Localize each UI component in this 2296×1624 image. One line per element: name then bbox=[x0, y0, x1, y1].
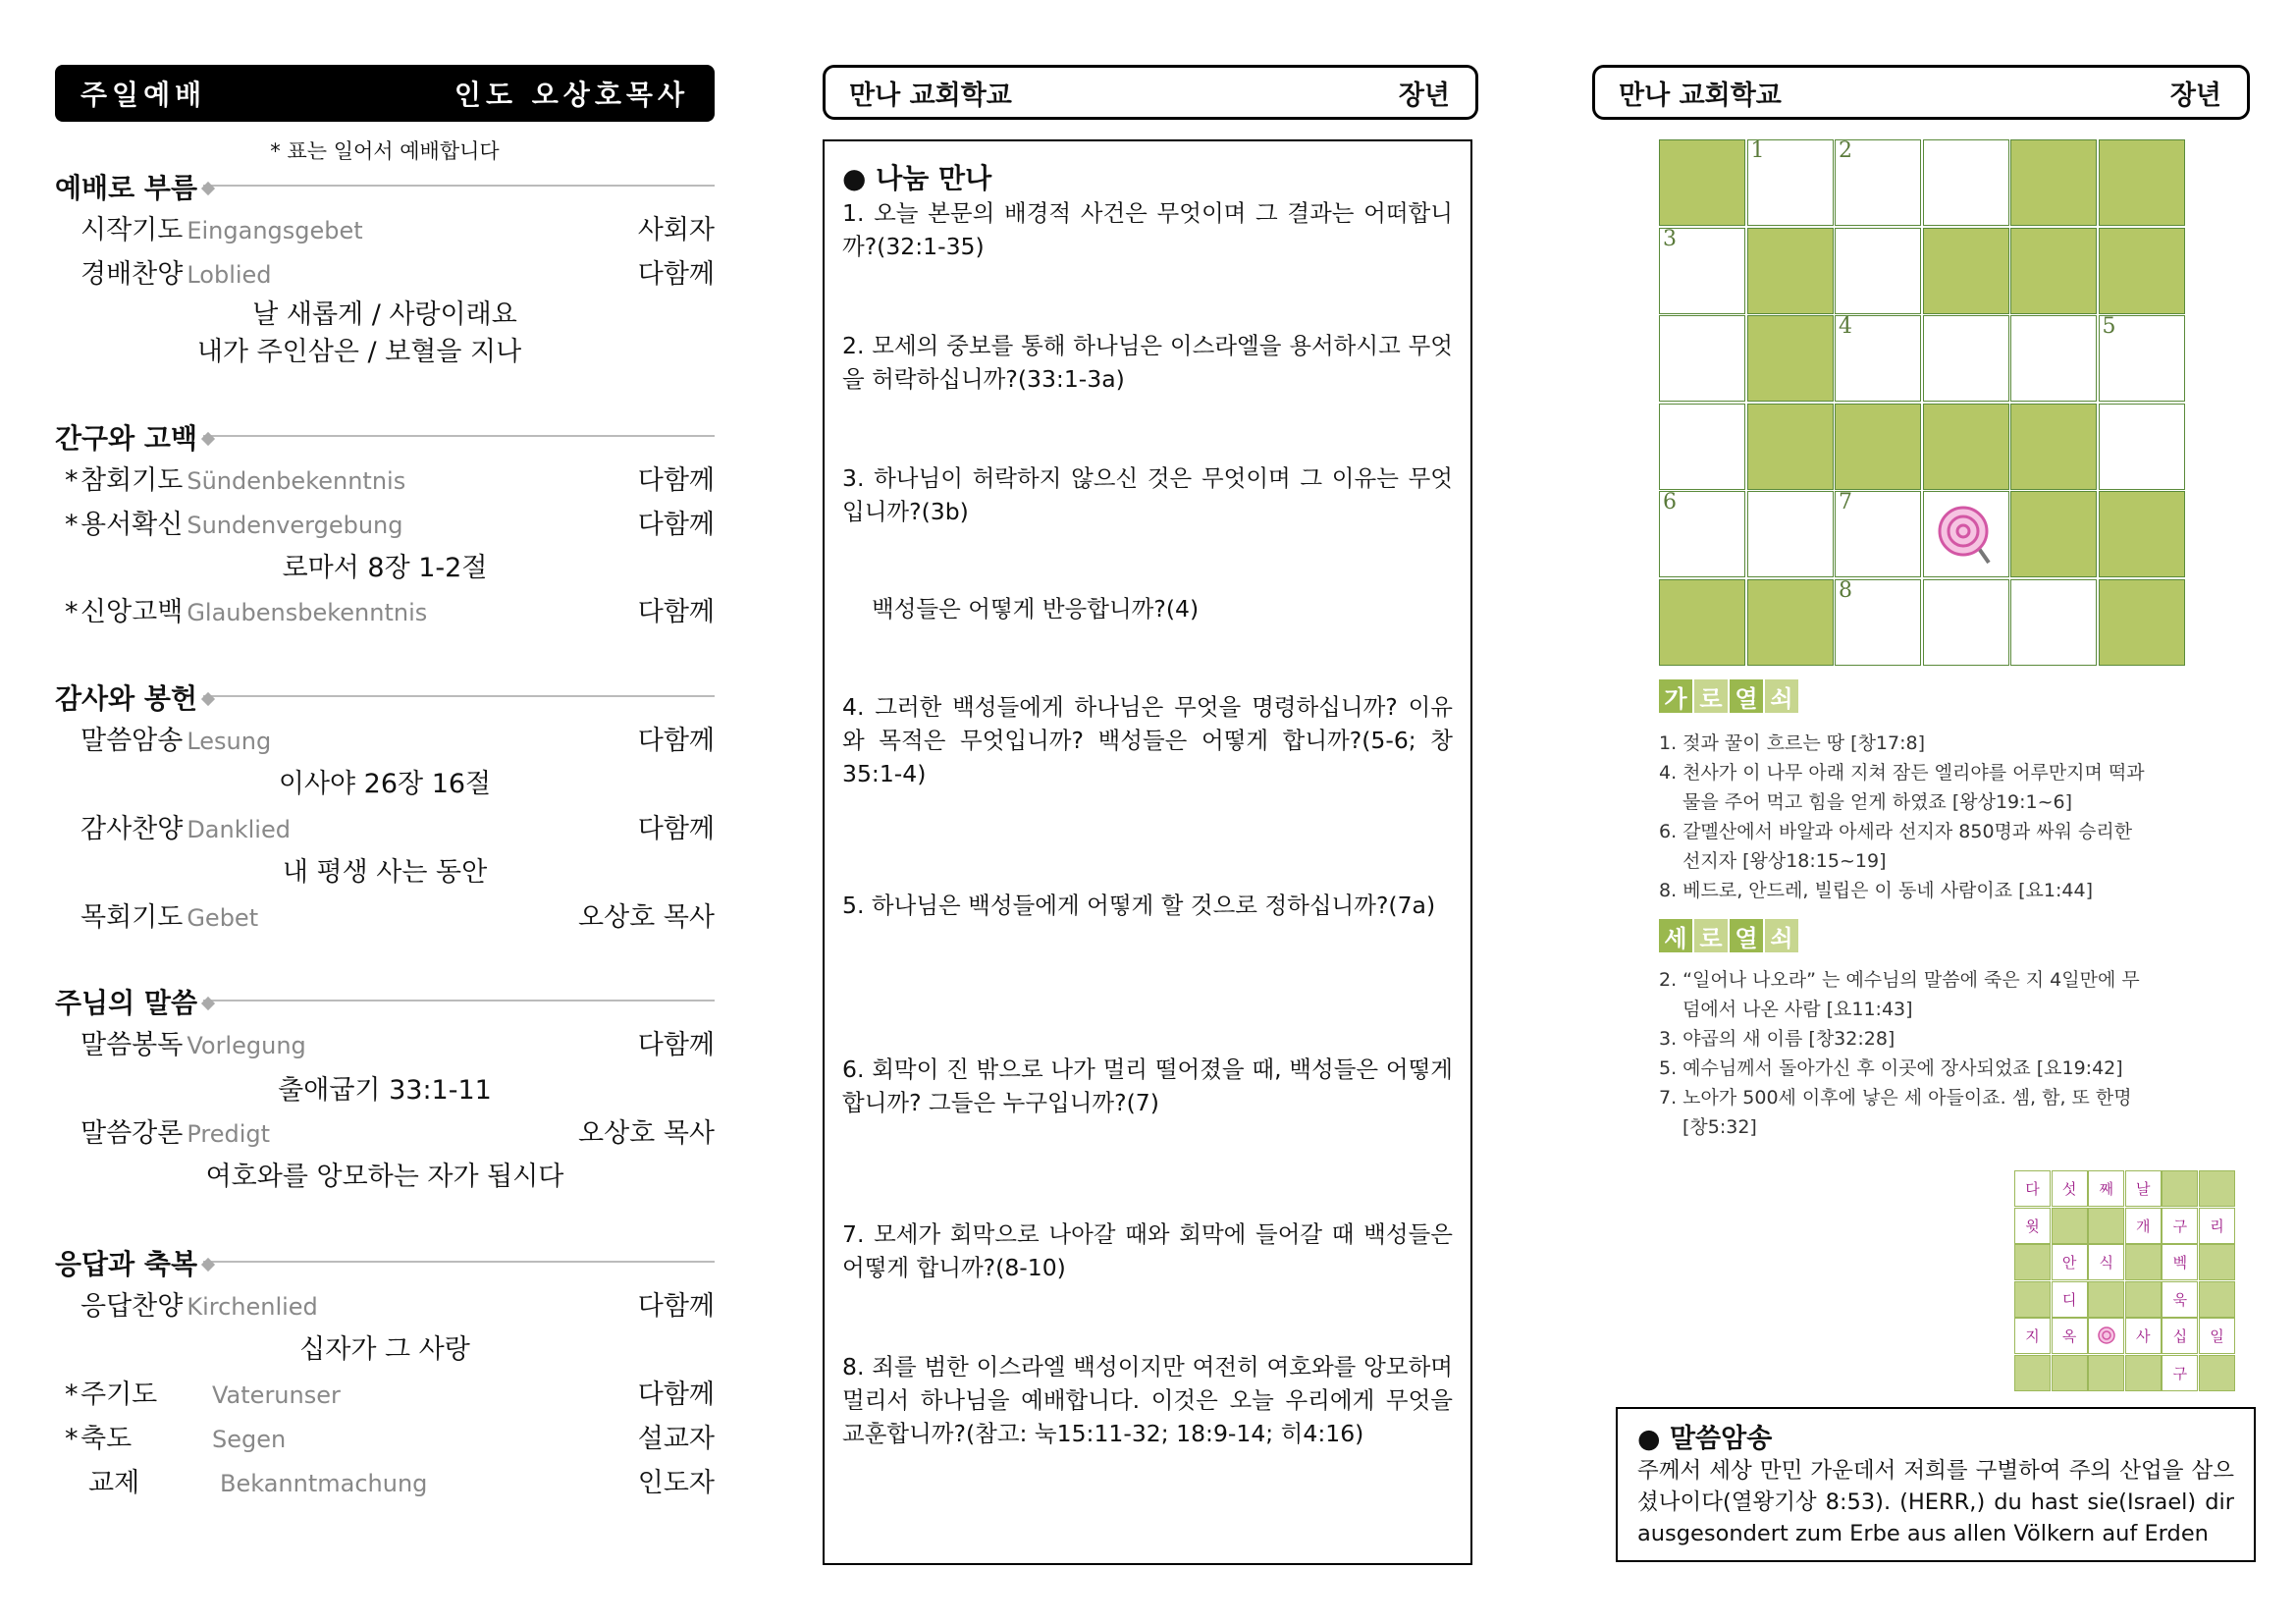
order-row: * 축도 Segen 설교자 bbox=[65, 1424, 715, 1454]
hymn-line: 내 평생 사는 동안 bbox=[282, 857, 488, 888]
answer-cell: 날 bbox=[2125, 1170, 2162, 1207]
hymn-line: 십자가 그 사랑 bbox=[299, 1334, 470, 1365]
crossword-cell bbox=[1923, 579, 2009, 666]
question: 4. 그러한 백성들에게 하나님은 무엇을 명령하십니까? 이유와 목적은 무엇입니까? 백성들은 어떻게 합니까?(5-6; 창35:1-4) bbox=[842, 693, 1453, 787]
clue: [창5:32] bbox=[1682, 1116, 1757, 1138]
crossword-cell bbox=[1835, 491, 1921, 577]
question: 7. 모세가 회막으로 나아갈 때와 회막에 들어갈 때 백성들은 어떻게 합니까?(8-10) bbox=[842, 1220, 1453, 1281]
scripture-line: 이사야 26장 16절 bbox=[278, 769, 492, 799]
crossword-cell bbox=[2099, 579, 2185, 666]
crossword-cell bbox=[1659, 315, 1745, 402]
crossword-cell bbox=[2010, 315, 2097, 402]
crossword-grid bbox=[1659, 139, 2187, 668]
worship-header bbox=[55, 65, 715, 122]
lollipop-icon bbox=[2095, 1325, 2118, 1348]
order-row: 말씀봉독 Vorlegung 다함께 bbox=[80, 1030, 715, 1060]
answer-cell: 디 bbox=[2052, 1281, 2088, 1318]
crossword-cell bbox=[1835, 139, 1921, 226]
hymn-line: 내가 주인삼은 / 보혈을 지나 bbox=[196, 337, 522, 367]
crossword-cell bbox=[2010, 228, 2097, 314]
order-row: 목회기도 Gebet 오상호 목사 bbox=[80, 902, 715, 933]
order-row: 교제 Bekanntmachung 인도자 bbox=[88, 1468, 715, 1498]
standing-note: * 표는 일어서 예배합니다 bbox=[270, 139, 500, 163]
crossword-cell bbox=[1747, 579, 1834, 666]
section-thanks: 감사와 봉헌 bbox=[55, 677, 715, 711]
answer-cell: 다 bbox=[2014, 1170, 2051, 1207]
sharing-header bbox=[823, 65, 1478, 120]
scripture-line: 로마서 8장 1-2절 bbox=[282, 553, 488, 583]
lollipop-icon bbox=[1924, 492, 2008, 582]
answer-cell: 구 bbox=[2162, 1208, 2198, 1244]
section-word: 주님의 말씀 bbox=[55, 982, 715, 1015]
order-row: 감사찬양 Danklied 다함께 bbox=[80, 814, 715, 844]
crossword-cell bbox=[1659, 228, 1745, 314]
question: 3. 하나님이 허락하지 않으신 것은 무엇이며 그 이유는 무엇입니까?(3b) bbox=[842, 464, 1453, 525]
clue: 선지자 [왕상18:15~19] bbox=[1682, 850, 1887, 872]
crossword-cell bbox=[2099, 491, 2185, 577]
leader-name: 인도 오상호목사 bbox=[454, 79, 689, 111]
crossword-cell bbox=[2099, 228, 2185, 314]
crossword-cell bbox=[2099, 404, 2185, 490]
crossword-cell bbox=[2010, 491, 2097, 577]
clue-number: 1 bbox=[1750, 138, 1765, 163]
answer-cell: 벡 bbox=[2162, 1244, 2198, 1280]
memory-body: 주께서 세상 만민 가운데서 저희를 구별하여 주의 산업을 삼으셨나이다(열왕기상 8:53). (HERR,) du hast sie(Israel) dir ausgesondert zum Erbe aus allen Völkern auf Erden bbox=[1637, 1458, 2234, 1546]
answer-cell bbox=[2052, 1355, 2088, 1391]
clue: 2. “일어나 나오라” 는 예수님의 말씀에 죽은 지 4일만에 무 bbox=[1659, 969, 2140, 991]
answer-cell: 개 bbox=[2125, 1208, 2162, 1244]
order-row: * 주기도 Vaterunser 다함께 bbox=[65, 1380, 715, 1410]
scripture-line: 출애굽기 33:1-11 bbox=[278, 1075, 492, 1106]
answer-cell bbox=[2199, 1355, 2235, 1391]
order-row: 말씀암송 Lesung 다함께 bbox=[80, 726, 715, 756]
answer-cell bbox=[2125, 1281, 2162, 1318]
crossword-cell bbox=[1747, 491, 1834, 577]
crossword-cell bbox=[1835, 579, 1921, 666]
answer-cell: 째 bbox=[2088, 1170, 2124, 1207]
hymn-line: 날 새롭게 / 사랑이래요 bbox=[252, 299, 517, 330]
crossword-cell bbox=[1747, 315, 1834, 402]
clue: 1. 젖과 꿀이 흐르는 땅 [창17:8] bbox=[1659, 732, 1926, 754]
crossword-cell bbox=[1923, 315, 2009, 402]
order-row: 응답찬양 Kirchenlied 다함께 bbox=[80, 1291, 715, 1322]
crossword-cell bbox=[1747, 228, 1834, 314]
answer-cell: 섯 bbox=[2052, 1170, 2088, 1207]
question: 8. 죄를 범한 이스라엘 백성이지만 여전히 여호와를 앙모하며 멀리서 하나님을 예배합니다. 이것은 오늘 우리에게 무엇을 교훈합니까?(참고: 눅15:11-32; 18:9-14; 히4:16) bbox=[842, 1353, 1453, 1447]
answer-cell bbox=[2162, 1170, 2198, 1207]
answer-cell bbox=[2125, 1355, 2162, 1391]
answer-cell bbox=[2199, 1281, 2235, 1318]
answer-cell: 리 bbox=[2199, 1208, 2235, 1244]
crossword-cell bbox=[2010, 404, 2097, 490]
answer-cell bbox=[2014, 1355, 2051, 1391]
answer-cell: 구 bbox=[2162, 1355, 2198, 1391]
answer-cell bbox=[2088, 1208, 2124, 1244]
memory-verse-box bbox=[1616, 1407, 2256, 1562]
sharing-title: ● 나눔 만나 bbox=[842, 162, 992, 194]
clue-number: 5 bbox=[2102, 314, 2116, 339]
clue-number: 7 bbox=[1839, 490, 1852, 514]
answer-cell: 욱 bbox=[2162, 1281, 2198, 1318]
answer-cell bbox=[2199, 1170, 2235, 1207]
clue-number: 2 bbox=[1839, 138, 1852, 163]
answer-grid bbox=[2014, 1170, 2236, 1392]
crossword-cell bbox=[1659, 491, 1745, 577]
crossword-cell bbox=[1923, 404, 2009, 490]
section-call: 예배로 부름 bbox=[55, 167, 715, 200]
order-row: * 신앙고백 Glaubensbekenntnis 다함께 bbox=[65, 597, 715, 627]
crossword-cell bbox=[1835, 315, 1921, 402]
down-clues bbox=[1659, 965, 2189, 1142]
memory-title: ● 말씀암송 bbox=[1637, 1424, 1773, 1454]
answer-cell: 안 bbox=[2052, 1244, 2088, 1280]
crossword-cell bbox=[1659, 579, 1745, 666]
order-row: 시작기도 Eingangsgebet 사회자 bbox=[80, 215, 715, 245]
clue: 3. 야곱의 새 이름 [창32:28] bbox=[1659, 1028, 1896, 1050]
crossword-cell bbox=[2099, 139, 2185, 226]
answer-cell: 윗 bbox=[2014, 1208, 2051, 1244]
sermon-title: 여호와를 앙모하는 자가 됩시다 bbox=[205, 1162, 564, 1192]
answer-cell bbox=[2088, 1355, 2124, 1391]
crossword-cell bbox=[1659, 139, 1745, 226]
answer-cell: 일 bbox=[2199, 1318, 2235, 1354]
down-label: 세 로 열 쇠 bbox=[1659, 919, 1798, 952]
clue: 물을 주어 먹고 힘을 얻게 하였죠 [왕상19:1~6] bbox=[1682, 791, 2073, 813]
crossword-cell bbox=[2010, 579, 2097, 666]
question: 백성들은 어떻게 반응합니까?(4) bbox=[872, 595, 1200, 623]
answer-cell bbox=[2014, 1244, 2051, 1280]
answer-cell bbox=[2014, 1281, 2051, 1318]
crossword-cell bbox=[1923, 139, 2009, 226]
crossword-cell bbox=[1659, 404, 1745, 490]
school-name: 만나 교회학교 bbox=[1619, 80, 1782, 111]
clue-number: 4 bbox=[1839, 314, 1852, 339]
crossword-cell bbox=[1835, 228, 1921, 314]
section-confession: 간구와 고백 bbox=[55, 417, 715, 451]
crossword-cell bbox=[2099, 315, 2185, 402]
question: 2. 모세의 중보를 통해 하나님은 이스라엘을 용서하시고 무엇을 허락하십니까?(33:1-3a) bbox=[842, 332, 1453, 393]
clue-number: 3 bbox=[1663, 226, 1677, 251]
worship-title: 주일예배 bbox=[80, 79, 207, 111]
answer-cell bbox=[2088, 1281, 2124, 1318]
clue: 5. 예수님께서 돌아가신 후 이곳에 장사되었죠 [요19:42] bbox=[1659, 1057, 2123, 1079]
clue: 6. 갈멜산에서 바알과 아세라 선지자 850명과 싸워 승리한 bbox=[1659, 821, 2133, 842]
clue: 4. 천사가 이 나무 아래 지쳐 잠든 엘리야를 어루만지며 떡과 bbox=[1659, 762, 2145, 784]
crossword-cell bbox=[2010, 139, 2097, 226]
clue-number: 8 bbox=[1839, 577, 1852, 603]
crossword-cell bbox=[1923, 228, 2009, 314]
group-name: 장년 bbox=[1398, 80, 1450, 111]
clue-number: 6 bbox=[1663, 490, 1677, 514]
across-label: 가 로 열 쇠 bbox=[1659, 679, 1798, 713]
clue: 덤에서 나온 사람 [요11:43] bbox=[1682, 999, 1913, 1020]
answer-cell bbox=[2199, 1244, 2235, 1280]
answer-cell: 옥 bbox=[2052, 1318, 2088, 1354]
crossword-cell bbox=[1747, 404, 1834, 490]
question: 6. 회막이 진 밖으로 나가 멀리 떨어졌을 때, 백성들은 어떻게 합니까? 그들은 누구입니까?(7) bbox=[842, 1056, 1453, 1116]
question: 5. 하나님은 백성들에게 어떻게 할 것으로 정하십니까?(7a) bbox=[842, 892, 1436, 919]
across-clues bbox=[1659, 729, 2189, 905]
answer-cell: 십 bbox=[2162, 1318, 2198, 1354]
answer-cell bbox=[2088, 1318, 2124, 1354]
answer-cell: 사 bbox=[2125, 1318, 2162, 1354]
order-row: 말씀강론 Predigt 오상호 목사 bbox=[80, 1118, 715, 1149]
order-row: * 용서확신 Sundenvergebung 다함께 bbox=[65, 510, 715, 540]
answer-cell bbox=[2052, 1208, 2088, 1244]
clue: 8. 베드로, 안드레, 빌립은 이 동네 사람이죠 [요1:44] bbox=[1659, 880, 2093, 901]
school-name: 만나 교회학교 bbox=[849, 80, 1012, 111]
section-response: 응답과 축복 bbox=[55, 1243, 715, 1276]
question: 1. 오늘 본문의 배경적 사건은 무엇이며 그 결과는 어떠합니까?(32:1-35) bbox=[842, 199, 1453, 260]
puzzle-header bbox=[1592, 65, 2250, 120]
answer-cell: 식 bbox=[2088, 1244, 2124, 1280]
crossword-cell bbox=[1923, 491, 2009, 577]
answer-cell: 지 bbox=[2014, 1318, 2051, 1354]
crossword-cell bbox=[1835, 404, 1921, 490]
order-row: 경배찬양 Loblied 다함께 bbox=[80, 259, 715, 290]
answer-cell bbox=[2125, 1244, 2162, 1280]
order-row: * 참회기도 Sündenbekenntnis 다함께 bbox=[65, 465, 715, 496]
crossword-cell bbox=[1747, 139, 1834, 226]
group-name: 장년 bbox=[2169, 80, 2221, 111]
clue: 7. 노아가 500세 이후에 낳은 세 아들이죠. 셈, 함, 또 한명 bbox=[1659, 1087, 2132, 1109]
